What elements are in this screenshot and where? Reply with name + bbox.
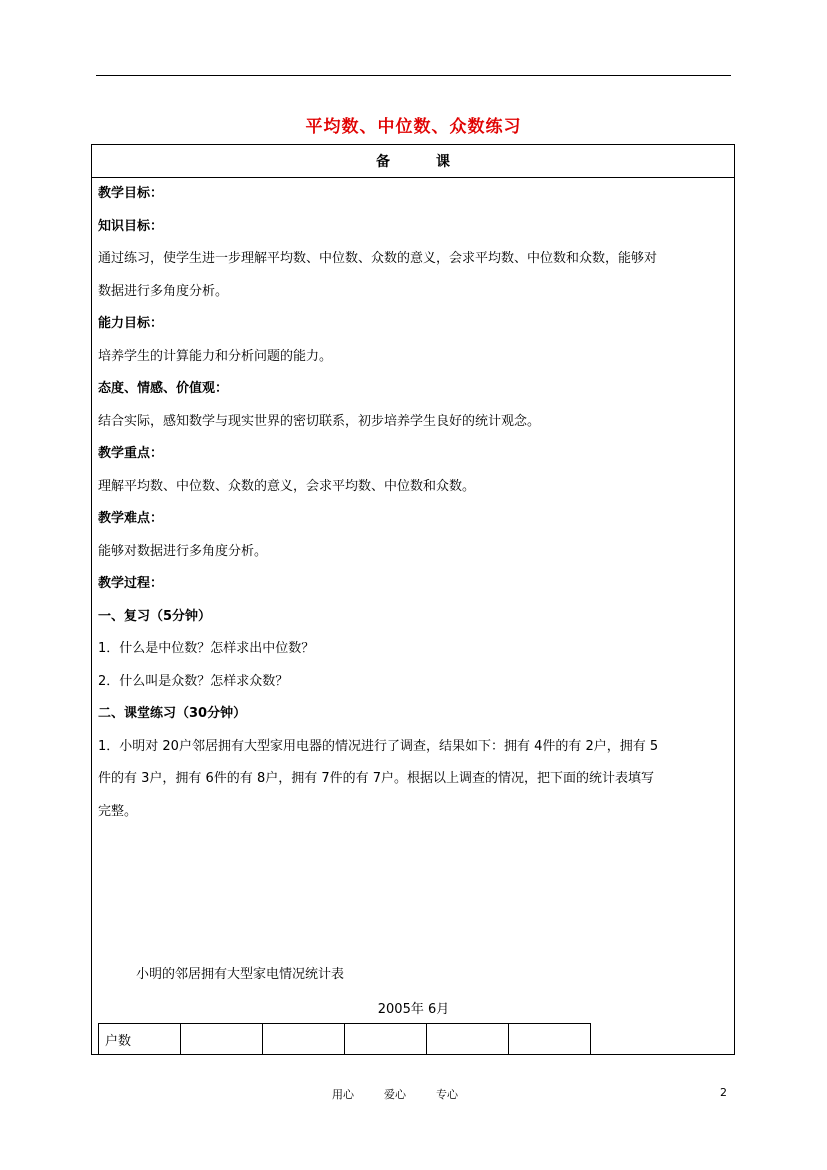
heading-key-points: 教学重点：: [98, 446, 164, 461]
table-cell: [509, 1024, 591, 1055]
knowledge-text-2: 数据进行多角度分析。: [98, 284, 229, 299]
heading-difficulties: 教学难点：: [98, 511, 164, 526]
header-char-1: 备: [376, 154, 390, 170]
knowledge-text-1: 通过练习，使学生进一步理解平均数、中位数、众数的意义，会求平均数、中位数和众数，能够对: [98, 251, 658, 266]
heading-practice: 二、课堂练习（30分钟）: [98, 706, 247, 721]
footer-motto-3: 专心: [436, 1088, 458, 1101]
page-number: 2: [720, 1086, 727, 1099]
attitude-text: 结合实际，感知数学与现实世界的密切联系，初步培养学生良好的统计观念。: [98, 414, 541, 429]
header-rule: [96, 75, 731, 76]
lesson-frame: [91, 144, 735, 1055]
table-cell: [263, 1024, 345, 1055]
footer-motto: [332, 1086, 458, 1102]
heading-knowledge-goals: 知识目标：: [98, 219, 164, 234]
table-cell: [427, 1024, 509, 1055]
key-points-text: 理解平均数、中位数、众数的意义，会求平均数、中位数和众数。: [98, 479, 476, 494]
table-row: [99, 1024, 591, 1055]
heading-review: 一、复习（5分钟）: [98, 609, 212, 624]
practice-text-1: 1．小明对 20户邻居拥有大型家用电器的情况进行了调查，结果如下：拥有 4件的有 2户，拥有 5: [98, 739, 659, 754]
practice-text-3: 完整。: [98, 804, 138, 819]
heading-attitude: 态度、情感、价值观：: [98, 381, 229, 396]
heading-ability-goals: 能力目标：: [98, 316, 164, 331]
stat-table-title: 小明的邻居拥有大型家电情况统计表: [136, 967, 345, 982]
ability-text: 培养学生的计算能力和分析问题的能力。: [98, 349, 333, 364]
difficulties-text: 能够对数据进行多角度分析。: [98, 544, 268, 559]
practice-text-2: 件的有 3户，拥有 6件的有 8户，拥有 7件的有 7户。根据以上调查的情况，把下面的统计表填写: [98, 771, 655, 786]
table-cell: [345, 1024, 427, 1055]
heading-teaching-goals: 教学目标：: [98, 186, 164, 201]
footer-motto-2: 爱心: [384, 1088, 406, 1101]
stat-table: [98, 1023, 591, 1055]
header-char-2: 课: [436, 154, 450, 170]
review-question-1: 1．什么是中位数？怎样求出中位数？: [98, 641, 315, 656]
footer-motto-1: 用心: [332, 1088, 354, 1101]
heading-process: 教学过程：: [98, 576, 164, 591]
page-title: 平均数、中位数、众数练习: [305, 117, 522, 137]
stat-table-date: 2005年 6月: [377, 1002, 450, 1017]
review-question-2: 2．什么叫是众数？怎样求众数？: [98, 674, 289, 689]
frame-header: [92, 145, 734, 178]
row-label-households: 户数: [99, 1024, 181, 1055]
table-cell: [181, 1024, 263, 1055]
